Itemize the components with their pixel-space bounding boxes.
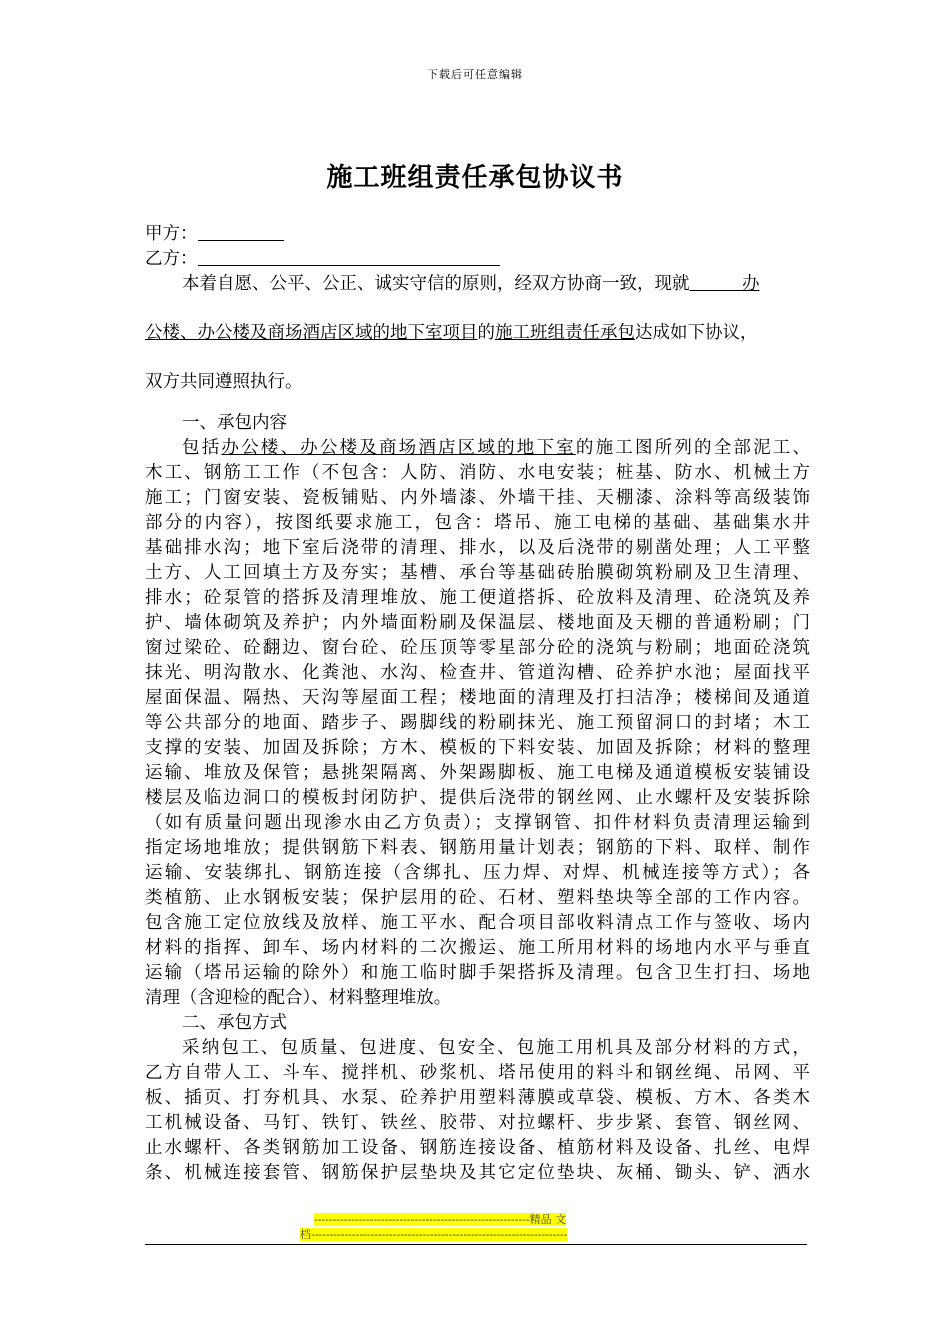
intro-line-2 bbox=[145, 321, 810, 346]
paragraph-line: 条、机械连接套管、钢筋保护层垫块及其它定位垫块、灰桶、锄头、铲、洒水 bbox=[145, 1163, 810, 1183]
paragraph-line: 抹光、明沟散水、化粪池、水沟、检查井、管道沟槽、砼养护水池；屋面找平 bbox=[145, 663, 810, 683]
paragraph-line: 运输、安装绑扎、钢筋连接（含绑扎、压力焊、对焊、机械连接等方式）；各 bbox=[145, 863, 810, 883]
paragraph-line: 等公共部分的地面、踏步子、踢脚线的粉刷抹光、施工预留洞口的封堵；木工 bbox=[145, 713, 810, 733]
footer-watermark bbox=[300, 1212, 652, 1242]
party-b-label: 乙方： bbox=[145, 249, 198, 269]
section-1-project: 办公楼、办公楼及商场酒店区域的地下室 bbox=[221, 438, 576, 458]
paragraph-line-last: 清理（含迎检的配合）、材料整理堆放。 bbox=[145, 988, 452, 1008]
paragraph-line: 运输（塔吊运输的除外）和施工临时脚手架搭拆及清理。包含卫生打扫、场地 bbox=[145, 963, 810, 983]
paragraph-line: 部分的内容），按图纸要求施工，包含：塔吊、施工电梯的基础、基础集水井 bbox=[145, 513, 810, 533]
section-2-lines bbox=[145, 1061, 810, 1186]
paragraph-line: 土方、人工回填土方及夯实；基槽、承台等基础砖胎膜砌筑粉刷及卫生清理、 bbox=[145, 563, 810, 583]
document-title: 施工班组责任承包协议书 bbox=[326, 163, 624, 193]
paragraph-line: 屋面保温、隔热、天沟等屋面工程；楼地面的清理及打扫洁净；楼梯间及通道 bbox=[145, 688, 810, 708]
paragraph-line: 支撑的安装、加固及拆除；方木、模板的下料安装、加固及拆除；材料的整理 bbox=[145, 738, 810, 758]
section-1-lines bbox=[145, 461, 810, 1011]
intro-rest: 达成如下协议， bbox=[635, 323, 758, 343]
paragraph-line: 护、墙体砌筑及养护；内外墙面粉刷及保温层、楼地面及天棚的普通粉刷；门 bbox=[145, 613, 810, 633]
intro-scope: 施工班组责任承包 bbox=[495, 323, 635, 343]
document-body bbox=[145, 222, 810, 1186]
paragraph-line: 楼层及临边洞口的模板封闭防护、提供后浇带的钢丝网、止水螺杆及安装拆除 bbox=[145, 788, 810, 808]
paragraph-line: 排水；砼泵管的搭拆及清理堆放、施工便道搭拆、砼放料及清理、砼浇筑及养 bbox=[145, 588, 810, 608]
paragraph-line: 乙方自带人工、斗车、搅拌机、砂浆机、塔吊使用的料斗和钢丝绳、吊网、平 bbox=[145, 1063, 810, 1083]
paragraph-line: 基础排水沟；地下室后浇带的清理、排水，以及后浇带的剔凿处理；人工平整 bbox=[145, 538, 810, 558]
party-b-line bbox=[145, 247, 810, 272]
paragraph-line: 工机械设备、马钉、铁钉、铁丝、胶带、对拉螺杆、步步紧、套管、钢丝网、 bbox=[145, 1113, 810, 1133]
intro-line-1 bbox=[145, 272, 810, 297]
party-a-blank bbox=[198, 223, 284, 241]
section-1-rest: 的施工图所列的全部泥工、 bbox=[575, 438, 810, 458]
intro-project-name: 公楼、办公楼及商场酒店区域的地下室项目 bbox=[145, 323, 478, 343]
paragraph-line: 运输、堆放及保管；悬挑架隔离、外架踢脚板、施工电梯及通道模板安装铺设 bbox=[145, 763, 810, 783]
paragraph-line: 板、插页、打夯机具、水泵、砼养护用塑料薄膜或草袋、模板、方木、各类木 bbox=[145, 1088, 810, 1108]
paragraph-line: 施工；门窗安装、瓷板铺贴、内外墙漆、外墙干挂、天棚漆、涂料等高级装饰 bbox=[145, 488, 810, 508]
intro-line-3: 双方共同遵照执行。 bbox=[145, 372, 303, 392]
party-a-label: 甲方： bbox=[145, 224, 198, 244]
footer-line-2: 档--------------------------------------------------------------------- bbox=[300, 1228, 568, 1241]
intro-text-1: 本着自愿、公平、公正、诚实守信的原则，经双方协商一致，现就 bbox=[182, 274, 690, 294]
paragraph-line: 类植筋、止水钢板安装；保护层用的砼、石材、塑料垫块等全部的工作内容。 bbox=[145, 888, 810, 908]
header-note: 下载后可任意编辑 bbox=[427, 68, 523, 81]
paragraph-line: （如有质量问题出现渗水由乙方负责）；支撑钢管、扣件材料负责清理运输到 bbox=[145, 813, 810, 833]
paragraph-line: 包含施工定位放线及放样、施工平水、配合项目部收料清点工作与签收、场内 bbox=[145, 913, 810, 933]
intro-project-start: 办 bbox=[742, 274, 760, 294]
footer-line-1: ----------------------------------------------------------精品 文 bbox=[314, 1213, 567, 1226]
footer-divider bbox=[145, 1244, 807, 1245]
section-2-heading: 二、承包方式 bbox=[182, 1013, 287, 1033]
intro-blank bbox=[690, 274, 743, 294]
paragraph-line: 指定场地堆放；提供钢筋下料表、钢筋用量计划表；钢筋的下料、取样、制作 bbox=[145, 838, 810, 858]
party-a-line bbox=[145, 222, 810, 247]
section-2-first-line: 采纳包工、包质量、包进度、包安全、包施工用机具及部分材料的方式， bbox=[182, 1038, 810, 1058]
paragraph-line: 木工、钢筋工工作（不包含：人防、消防、水电安装；桩基、防水、机械土方 bbox=[145, 463, 810, 483]
paragraph-line: 止水螺杆、各类钢筋加工设备、钢筋连接设备、植筋材料及设备、扎丝、电焊 bbox=[145, 1138, 810, 1158]
section-1-heading: 一、承包内容 bbox=[182, 413, 287, 433]
section-1-start: 包括 bbox=[182, 438, 222, 458]
party-b-blank bbox=[198, 248, 500, 266]
paragraph-line: 材料的指挥、卸车、场内材料的二次搬运、施工所用材料的场地内水平与垂直 bbox=[145, 938, 810, 958]
paragraph-line: 窗过梁砼、砼翻边、窗台砼、砼压顶等零星部分砼的浇筑与粉刷；地面砼浇筑 bbox=[145, 638, 810, 658]
section-1-first-line bbox=[145, 436, 810, 461]
intro-of: 的 bbox=[477, 323, 495, 343]
